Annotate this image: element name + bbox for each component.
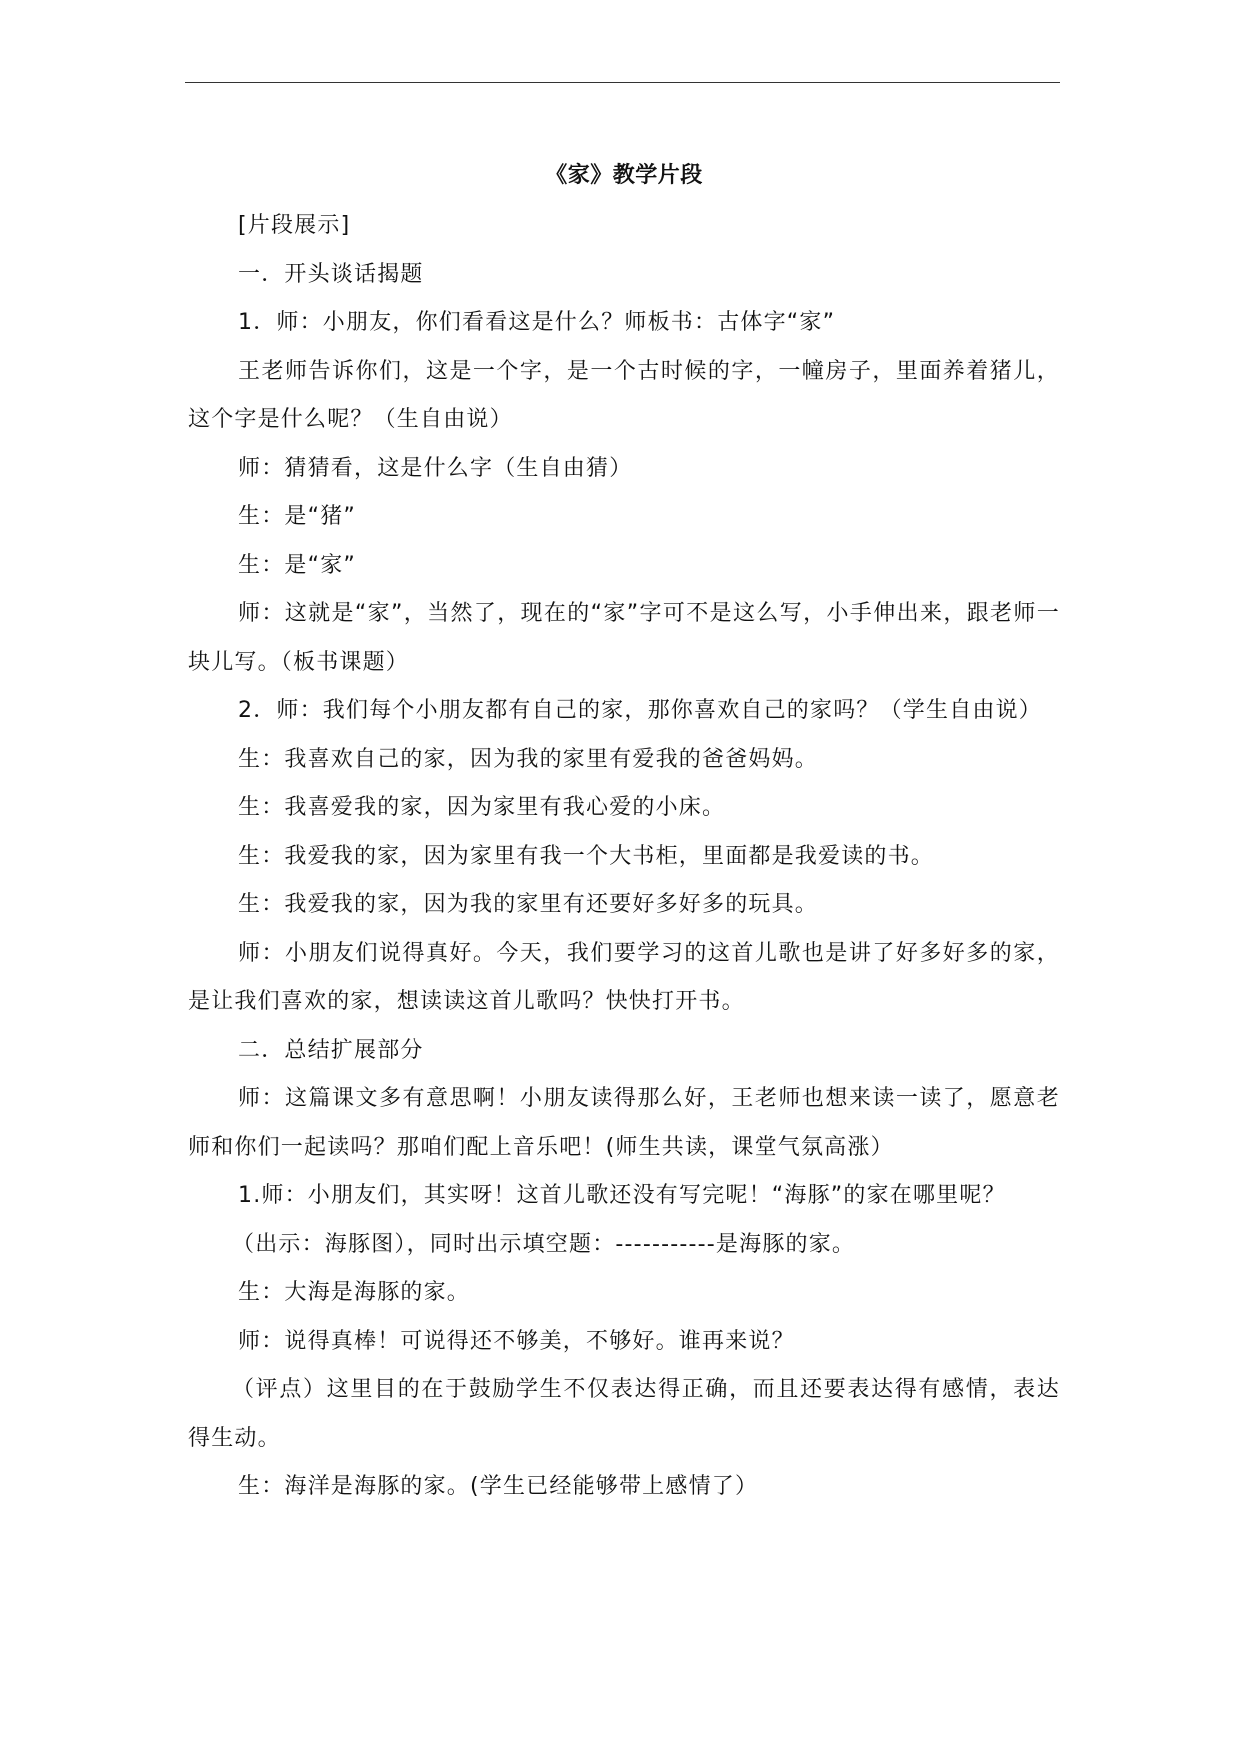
paragraph: 生：海洋是海豚的家。(学生已经能够带上感情了） bbox=[238, 1474, 759, 1499]
paragraph: （出示：海豚图），同时出示填空题：-----------是海豚的家。 bbox=[232, 1231, 856, 1257]
section-heading: 二．总结扩展部分 bbox=[238, 1037, 424, 1063]
document-body bbox=[188, 150, 1060, 1512]
paragraph: 1．师：小朋友，你们看看这是什么？师板书：古体字“家” bbox=[238, 310, 836, 335]
paragraph: 1.师：小朋友们，其实呀！这首儿歌还没有写完呢！“海豚”的家在哪里呢？ bbox=[238, 1183, 1006, 1208]
paragraph: 生：大海是海豚的家。 bbox=[238, 1280, 471, 1305]
section-heading: 一．开头谈话揭题 bbox=[238, 261, 424, 287]
paragraph: 师：小朋友们说得真好。今天，我们要学习的这首儿歌也是讲了好多好多的家，是让我们喜欢的家，想读读这首儿歌吗？快快打开书。 bbox=[188, 940, 1060, 1014]
paragraph: 2．师：我们每个小朋友都有自己的家，那你喜欢自己的家吗？（学生自由说） bbox=[238, 698, 1042, 723]
paragraph: 生：我喜爱我的家，因为家里有我心爱的小床。 bbox=[238, 795, 726, 820]
paragraph: 生：我爱我的家，因为我的家里有还要好多好多的玩具。 bbox=[238, 892, 819, 917]
paragraph: [片段展示] bbox=[238, 213, 351, 238]
paragraph: 生：是“猪” bbox=[238, 504, 356, 529]
header-rule bbox=[185, 82, 1060, 83]
paragraph: 师：说得真棒！可说得还不够美，不够好。谁再来说？ bbox=[238, 1328, 795, 1354]
paragraph: 生：我爱我的家，因为家里有我一个大书柜，里面都是我爱读的书。 bbox=[238, 843, 935, 869]
paragraph: 王老师告诉你们，这是一个字，是一个古时候的字，一幢房子，里面养着猪儿，这个字是什么呢？（生自由说） bbox=[188, 358, 1060, 432]
paragraph: （评点）这里目的在于鼓励学生不仅表达得正确，而且还要表达得有感情，表达得生动。 bbox=[188, 1377, 1060, 1451]
paragraph: 师：这篇课文多有意思啊！小朋友读得那么好，王老师也想来读一读了，愿意老师和你们一起读吗？那咱们配上音乐吧！(师生共读，课堂气氛高涨） bbox=[188, 1086, 1060, 1160]
paragraph: 师：猜猜看，这是什么字（生自由猜） bbox=[238, 455, 633, 481]
paragraph: 生：我喜欢自己的家，因为我的家里有爱我的爸爸妈妈。 bbox=[238, 746, 819, 772]
document-title: 《家》教学片段 bbox=[545, 163, 703, 188]
paragraph: 生：是“家” bbox=[238, 552, 356, 578]
paragraph: 师：这就是“家”，当然了，现在的“家”字可不是这么写，小手伸出来，跟老师一块儿写。（板书课题） bbox=[188, 601, 1060, 675]
